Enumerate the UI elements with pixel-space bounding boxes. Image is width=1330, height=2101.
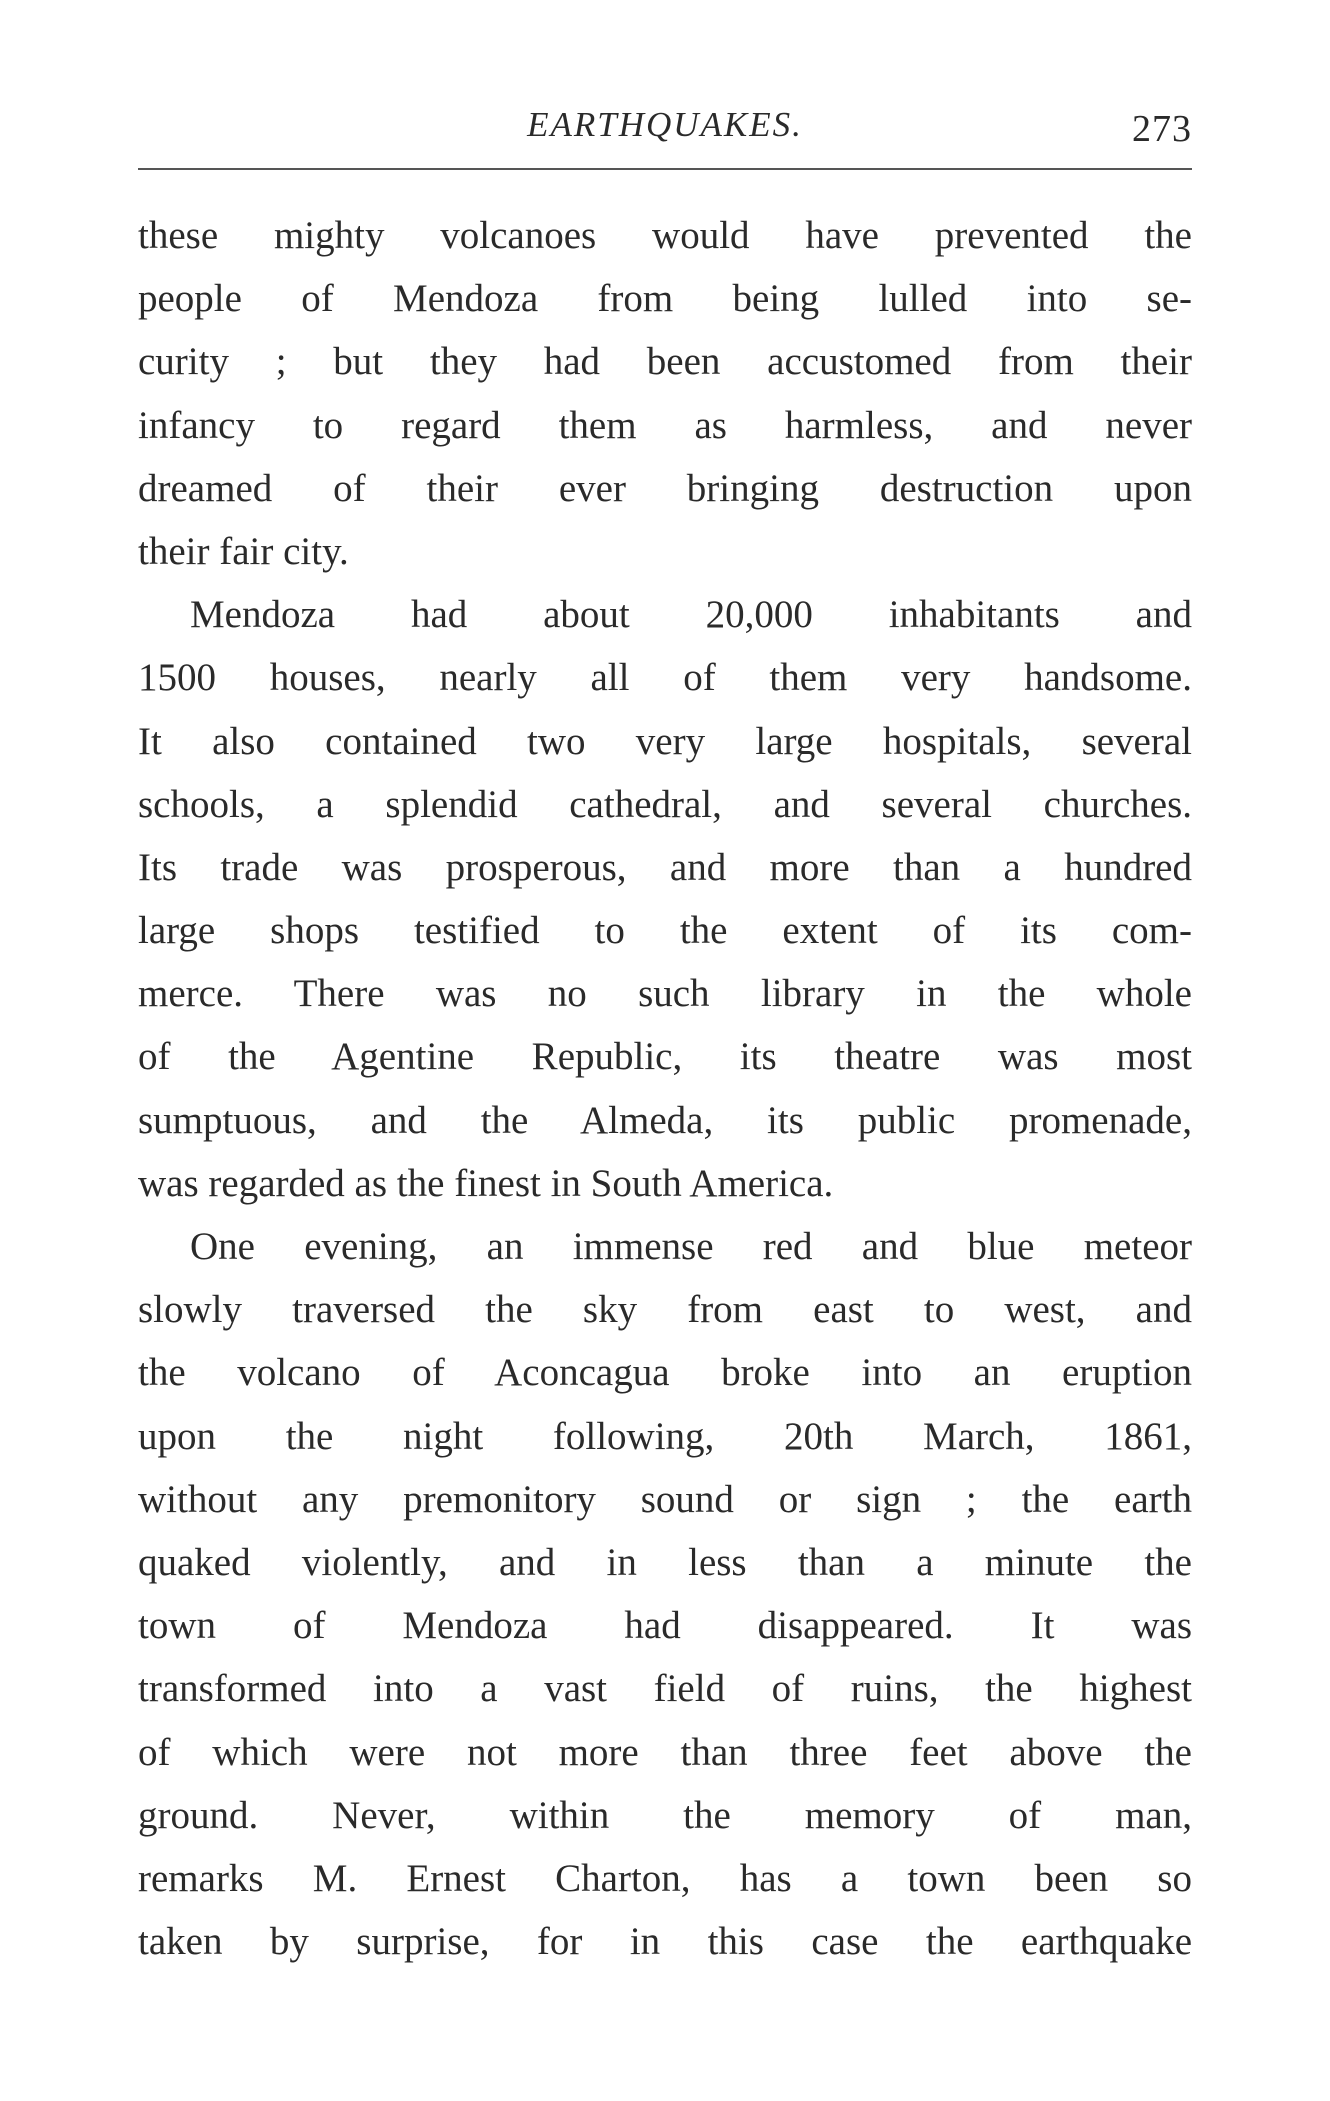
text-line: It also contained two very large hospitals, several — [138, 719, 1192, 763]
text-line: of which were not more than three feet above the — [138, 1730, 1192, 1774]
text-line: people of Mendoza from being lulled into se- — [138, 277, 1192, 321]
page-number: 273 — [1132, 108, 1192, 150]
text-line: without any premonitory sound or sign ; the earth — [138, 1477, 1192, 1521]
text-line: upon the night following, 20th March, 1861, — [138, 1414, 1192, 1458]
running-title: EARTHQUAKES. — [527, 105, 803, 144]
text-line: remarks M. Ernest Charton, has a town been so — [138, 1856, 1192, 1900]
text-line: taken by surprise, for in this case the earthquake — [138, 1920, 1192, 1964]
text-line: schools, a splendid cathedral, and several churches. — [138, 782, 1192, 826]
text-line: transformed into a vast field of ruins, the highest — [138, 1667, 1192, 1711]
text-line: ground. Never, within the memory of man, — [138, 1793, 1192, 1837]
text-line: these mighty volcanoes would have prevented the — [138, 214, 1192, 257]
text-line: their fair city. — [138, 529, 349, 573]
text-line: of the Agentine Republic, its theatre was most — [138, 1035, 1192, 1079]
text-line: slowly traversed the sky from east to west, and — [138, 1288, 1192, 1332]
text-line: 1500 houses, nearly all of them very handsome. — [138, 656, 1192, 700]
text-line: the volcano of Aconcagua broke into an eruption — [138, 1351, 1192, 1395]
text-line: Its trade was prosperous, and more than a hundred — [138, 845, 1192, 889]
header-rule — [138, 168, 1192, 170]
text-line: infancy to regard them as harmless, and never — [138, 403, 1192, 447]
text-line: dreamed of their ever bringing destruction upon — [138, 466, 1192, 510]
paragraph-first-line: One evening, an immense red and blue meteor — [190, 1225, 1192, 1268]
text-line: curity ; but they had been accustomed from their — [138, 340, 1192, 384]
text-line: merce. There was no such library in the whole — [138, 972, 1192, 1016]
text-line: sumptuous, and the Almeda, its public promenade, — [138, 1098, 1192, 1142]
running-header — [138, 100, 1192, 160]
paragraph-first-line: Mendoza had about 20,000 inhabitants and — [190, 593, 1192, 637]
text-line: quaked violently, and in less than a minute the — [138, 1540, 1192, 1584]
body-text — [138, 204, 1192, 1973]
text-line: town of Mendoza had disappeared. It was — [138, 1604, 1192, 1648]
text-line: large shops testified to the extent of its com- — [138, 909, 1192, 953]
text-line: was regarded as the finest in South America. — [138, 1161, 834, 1205]
